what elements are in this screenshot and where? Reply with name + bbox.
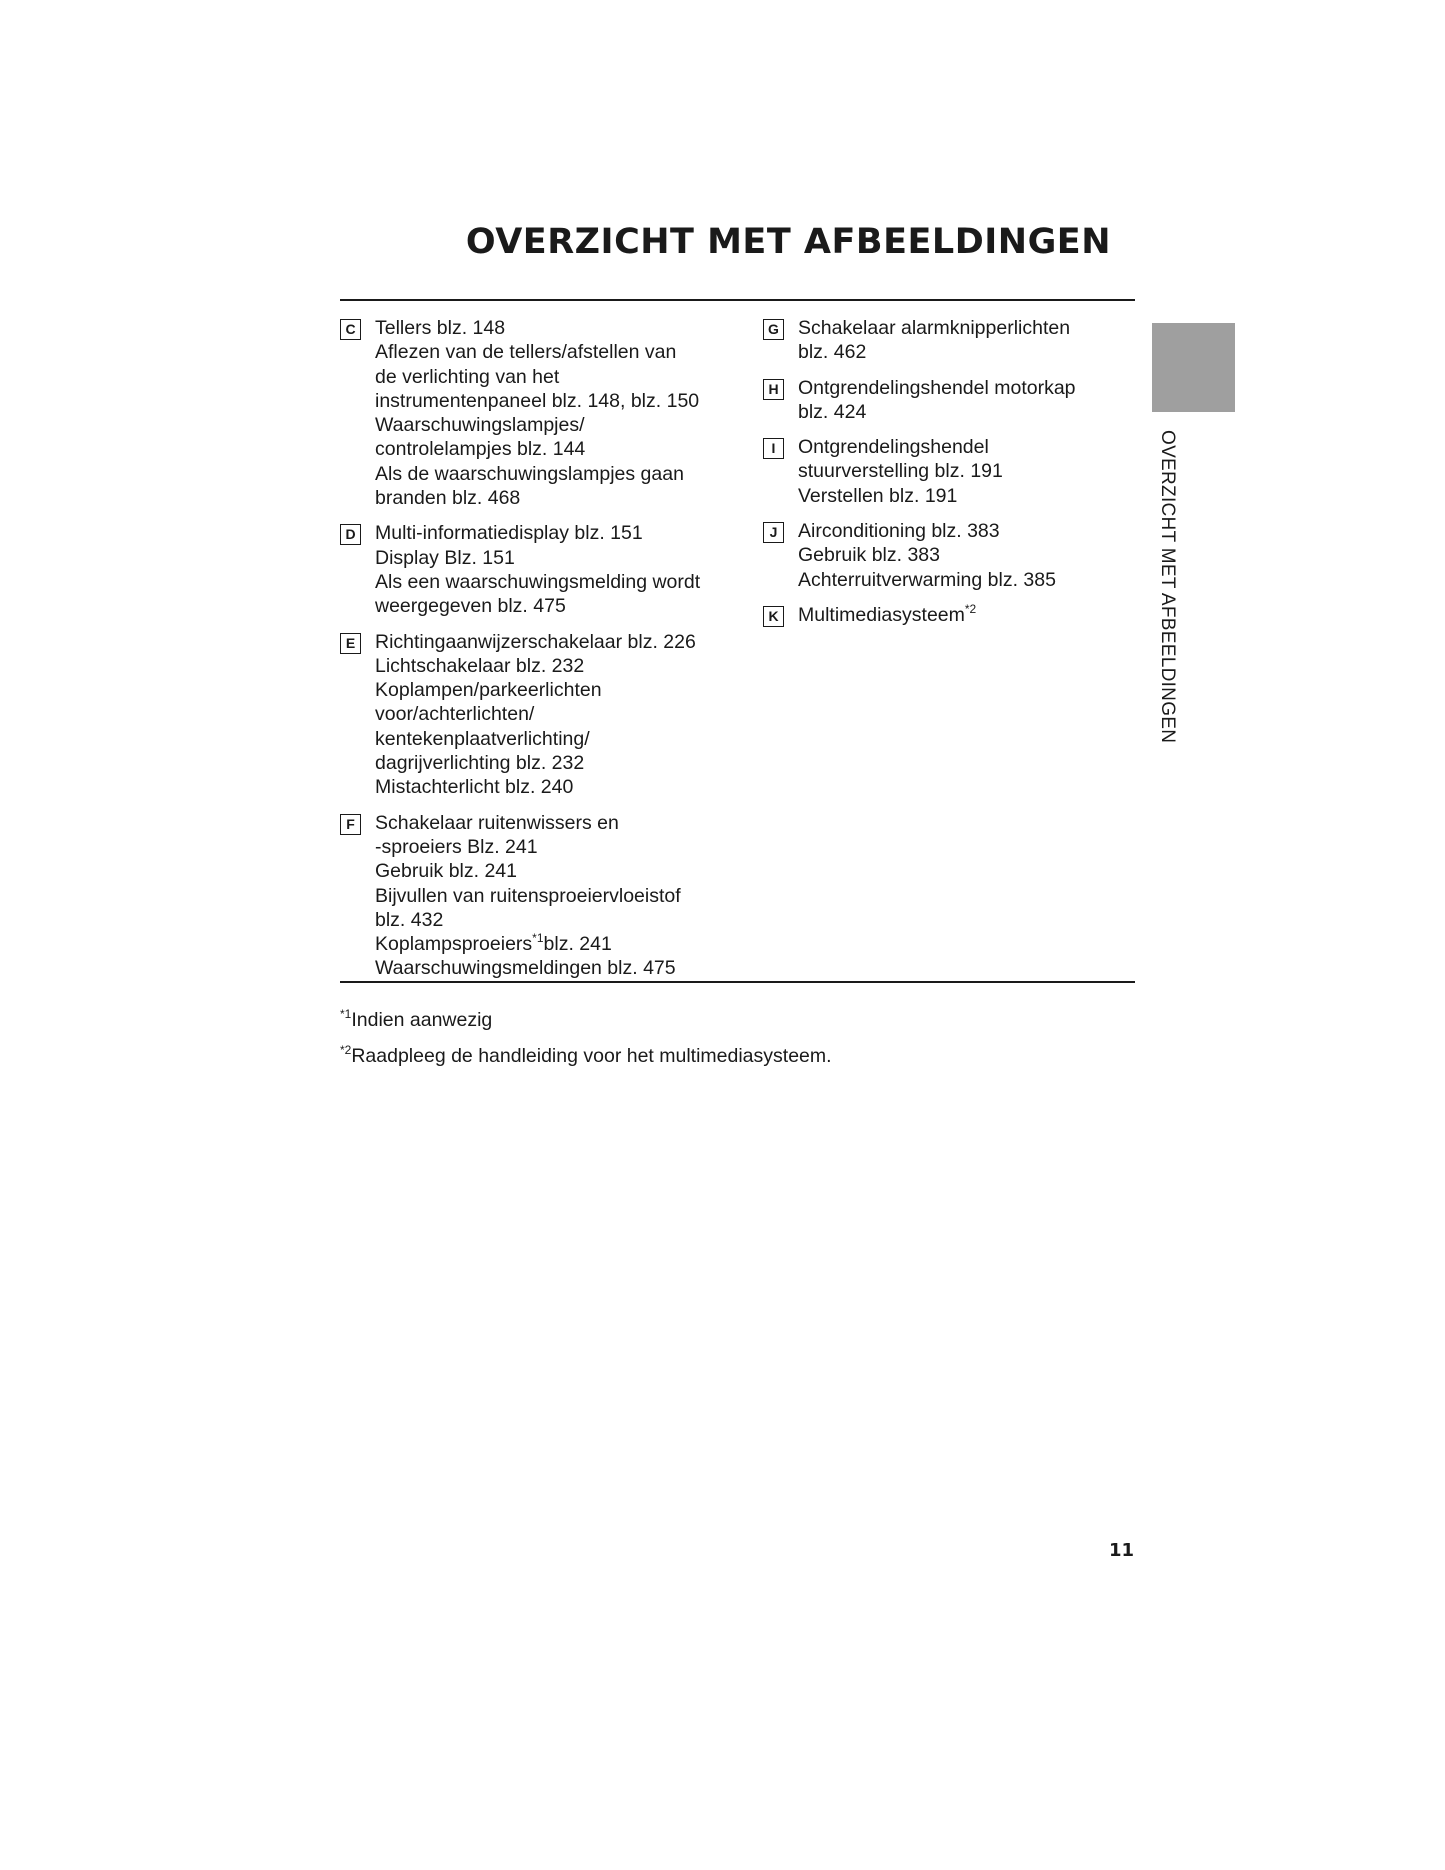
item-line: Achterruitverwarming blz. 385: [798, 568, 1056, 591]
top-rule: [340, 299, 1135, 301]
item-line-with-footnote: [798, 603, 1158, 627]
line-text: blz. 241: [543, 933, 612, 956]
item-i: [763, 435, 1158, 508]
footnote: [340, 1044, 832, 1068]
item-line: blz. 424: [798, 400, 867, 423]
item-line: Ontgrendelingshendel motorkap: [798, 376, 1076, 399]
item-line: blz. 432: [375, 908, 444, 931]
item-g: [763, 316, 1158, 365]
item-line: Koplampen/parkeerlichten: [375, 679, 602, 702]
item-line: Tellers blz. 148: [375, 317, 506, 339]
item-line: kentekenplaatverlichting/: [375, 727, 590, 750]
right-column: [763, 316, 1158, 638]
item-line: Schakelaar alarmknipperlichten: [798, 317, 1071, 339]
item-line: stuurverstelling blz. 191: [798, 460, 1003, 483]
item-line: Schakelaar ruitenwissers en: [375, 811, 619, 834]
item-letter: C: [340, 319, 361, 340]
item-line: weergegeven blz. 475: [375, 595, 566, 618]
item-line: Display Blz. 151: [375, 546, 515, 569]
item-line: blz. 462: [798, 341, 867, 364]
item-line: instrumentenpaneel blz. 148, blz. 150: [375, 389, 700, 412]
item-h: [763, 376, 1158, 425]
item-line: Lichtschakelaar blz. 232: [375, 654, 585, 677]
item-line: Als een waarschuwingsmelding wordt: [375, 570, 701, 593]
item-line: -sproeiers Blz. 241: [375, 835, 538, 858]
section-tab-block: [1152, 323, 1235, 412]
left-column: [340, 316, 735, 992]
footnote-mark: *2: [340, 1043, 352, 1057]
item-letter: I: [763, 438, 784, 459]
footnote-ref: *2: [964, 601, 977, 616]
line-text: Multimediasysteem: [798, 603, 965, 626]
item-line: Bijvullen van ruitensproeiervloeistof: [375, 884, 681, 907]
item-letter: F: [340, 814, 361, 835]
item-line: Airconditioning blz. 383: [798, 520, 1000, 543]
item-line: Mistachterlicht blz. 240: [375, 776, 574, 799]
item-k: [763, 603, 1158, 627]
footnote-text: Indien aanwezig: [351, 1009, 493, 1031]
item-j: [763, 519, 1158, 592]
item-e: [340, 630, 735, 800]
item-letter: J: [763, 522, 784, 543]
item-letter: H: [763, 379, 784, 400]
footnote-ref: *1: [532, 931, 544, 946]
item-line: Als de waarschuwingslampjes gaan: [375, 462, 684, 485]
footnote: [340, 1008, 832, 1032]
item-line: Waarschuwingslampjes/: [375, 414, 585, 437]
footnotes: [340, 1008, 832, 1080]
item-letter: K: [763, 606, 784, 627]
item-line: Richtingaanwijzerschakelaar blz. 226: [375, 630, 696, 653]
page-title: OVERZICHT MET AFBEELDINGEN: [465, 222, 1111, 262]
item-line: dagrijverlichting blz. 232: [375, 752, 585, 775]
item-letter: D: [340, 524, 361, 545]
item-line-with-footnote: [375, 932, 735, 956]
item-line: Aflezen van de tellers/afstellen van: [375, 341, 677, 364]
item-line: voor/achterlichten/: [375, 703, 535, 726]
item-line: Gebruik blz. 383: [798, 544, 940, 567]
item-line: Gebruik blz. 241: [375, 860, 517, 883]
item-line: Ontgrendelingshendel: [798, 436, 989, 459]
item-d: [340, 521, 735, 618]
item-line: controlelampjes blz. 144: [375, 438, 586, 461]
item-c: [340, 316, 735, 510]
item-f: [340, 811, 735, 981]
page-number: 11: [1108, 1540, 1134, 1561]
item-line: Waarschuwingsmeldingen blz. 475: [375, 957, 676, 980]
item-letter: G: [763, 319, 784, 340]
footnote-mark: *1: [340, 1007, 352, 1021]
item-line: Multi-informatiedisplay blz. 151: [375, 522, 643, 545]
side-tab-label: OVERZICHT MET AFBEELDINGEN: [1157, 430, 1178, 744]
footnote-text: Raadpleeg de handleiding voor het multimediasysteem.: [351, 1045, 832, 1067]
item-line: Verstellen blz. 191: [798, 484, 958, 507]
item-line: de verlichting van het: [375, 365, 560, 388]
bottom-rule: [340, 981, 1135, 983]
item-letter: E: [340, 633, 361, 654]
item-line: branden blz. 468: [375, 487, 521, 510]
line-text: Koplampsproeiers: [375, 933, 533, 956]
